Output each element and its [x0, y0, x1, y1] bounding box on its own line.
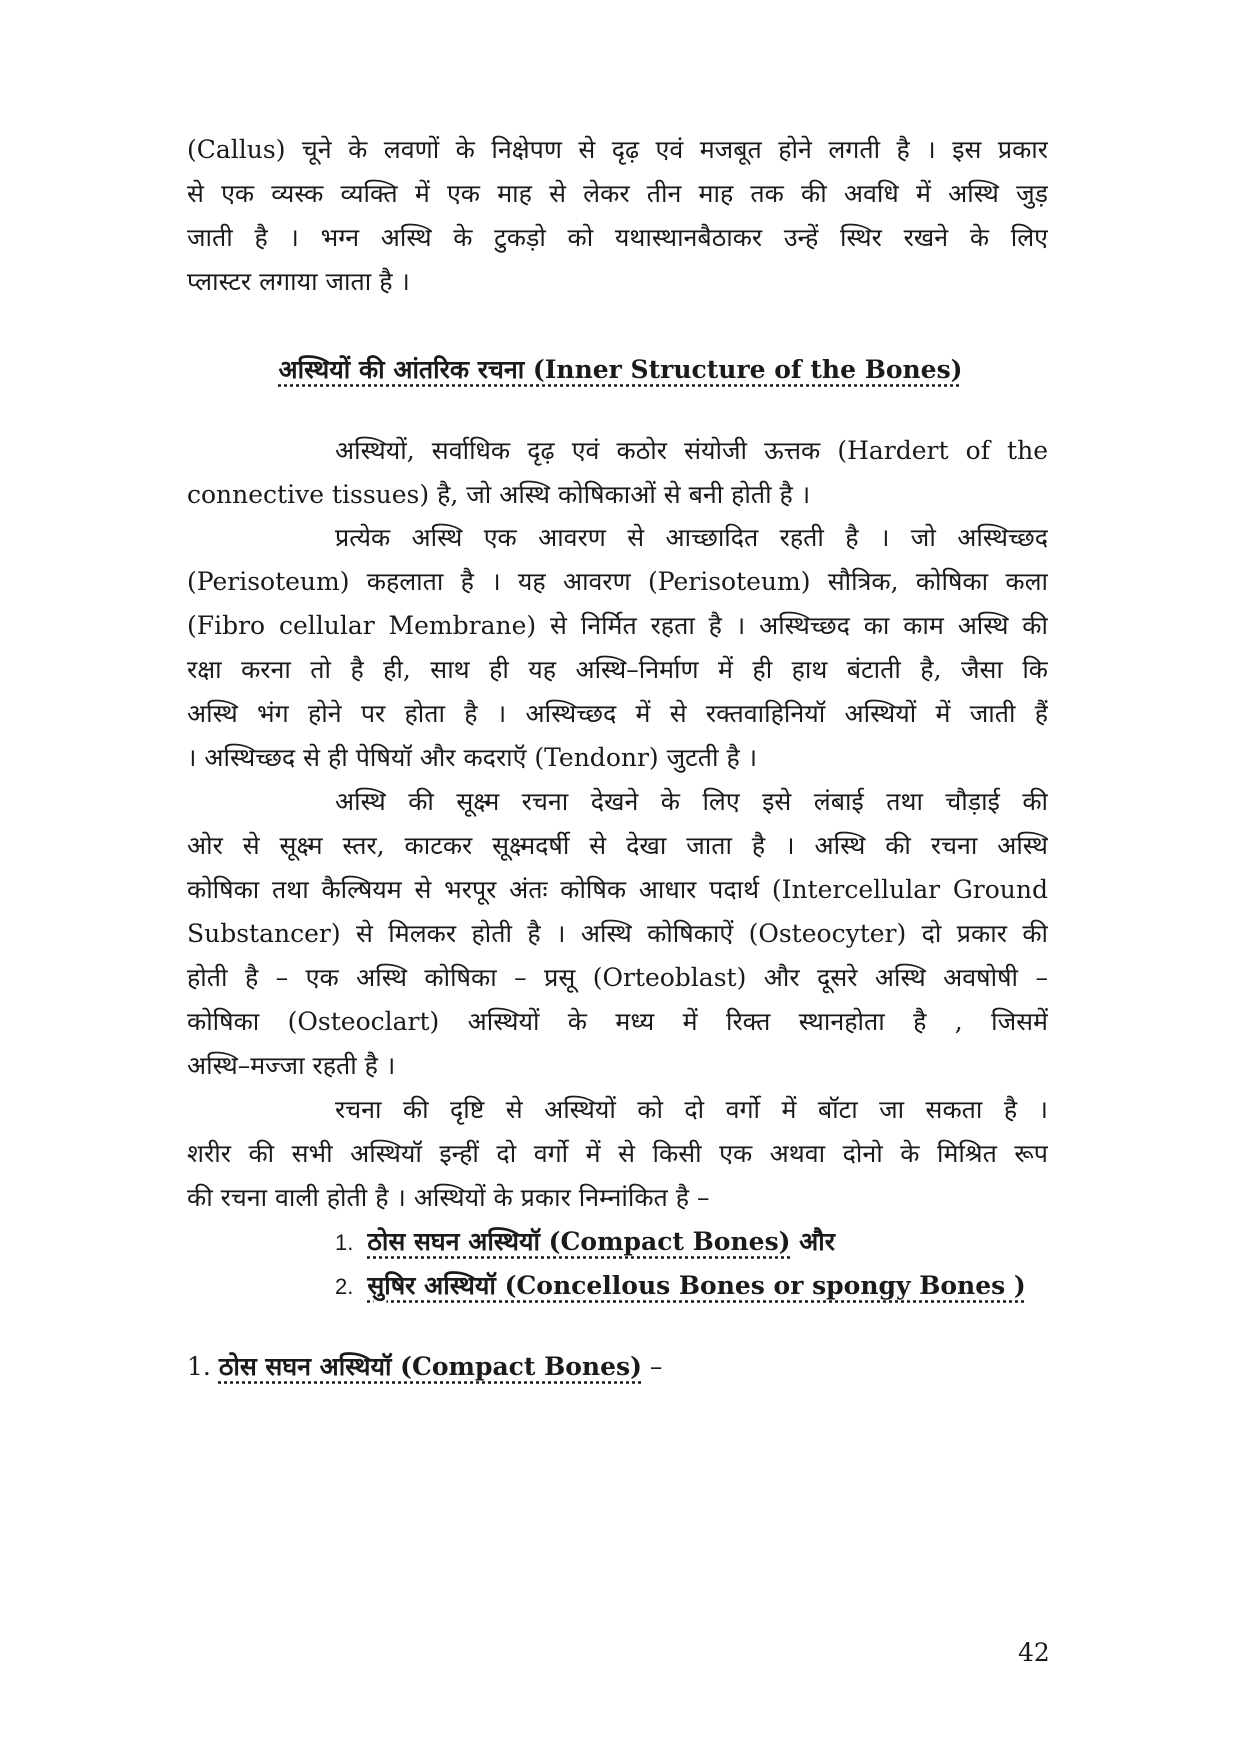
- list-item-title: सुषिर अस्थियॉ (Concellous Bones or spongy Bones ): [367, 1271, 1026, 1300]
- text-line: शरीर की सभी अस्थियॉ इन्हीं दो वर्गो में से किसी एक अथवा दोनो के मिश्रित रूप: [187, 1139, 1048, 1168]
- text-line: प्लास्टर लगाया जाता है ।: [187, 267, 410, 296]
- list-item-suffix: और: [790, 1227, 835, 1256]
- list-item: [335, 1224, 835, 1261]
- list-item-number: 2.: [335, 1274, 354, 1299]
- section-heading: [0, 352, 1241, 388]
- text-line: connective tissues) है, जो अस्थि कोषिकाओं से बनी होती है ।: [187, 480, 811, 509]
- subheading-number: 1.: [187, 1352, 211, 1381]
- text-line: से एक व्यस्क व्यक्ति में एक माह से लेकर तीन माह तक की अवधि में अस्थि जुड़: [187, 179, 1048, 208]
- text-line: (Perisoteum) कहलाता है । यह आवरण (Perisoteum) सौत्रिक, कोषिका कला: [187, 567, 1048, 596]
- text-line: Substancer) से मिलकर होती है । अस्थि कोषिकाऐं (Osteocyter) दो प्रकार की: [187, 919, 1048, 948]
- text-line: अस्थियों, सर्वाधिक दृढ़ एवं कठोर संयोजी ऊत्तक (Hardert of the: [335, 436, 1048, 465]
- text-line: जाती है । भग्न अस्थि के टुकड़ो को यथास्थानबैठाकर उन्हें स्थिर रखने के लिए: [187, 223, 1048, 252]
- text-line: अस्थि की सूक्ष्म रचना देखने के लिए इसे लंबाई तथा चौड़ाई की: [335, 787, 1048, 816]
- text-line: कोषिका (Osteoclart) अस्थियों के मध्य में रिक्त स्थानहोता है , जिसमें: [187, 1007, 1048, 1036]
- list-item-title: ठोस सघन अस्थियॉ (Compact Bones): [367, 1227, 791, 1256]
- page-number: 42: [1018, 1638, 1050, 1667]
- text-line: रक्षा करना तो है ही, साथ ही यह अस्थि–निर्माण में ही हाथ बंटाती है, जैसा कि: [187, 655, 1048, 684]
- subheading-title: ठोस सघन अस्थियॉ (Compact Bones): [218, 1352, 642, 1381]
- text-line: होती है – एक अस्थि कोषिका – प्रसू (Orteoblast) और दूसरे अस्थि अवषोषी –: [187, 963, 1048, 992]
- text-line: (Callus) चूने के लवणों के निक्षेपण से दृढ़ एवं मजबूत होने लगती है । इस प्रकार: [187, 135, 1048, 164]
- text-line: अस्थि–मज्जा रहती है ।: [187, 1051, 396, 1080]
- text-line: की रचना वाली होती है । अस्थियों के प्रकार निम्नांकित है –: [187, 1183, 710, 1212]
- list-item-number: 1.: [335, 1230, 354, 1255]
- text-line: प्रत्येक अस्थि एक आवरण से आच्छादित रहती है । जो अस्थिच्छद: [335, 523, 1048, 552]
- text-line: कोषिका तथा कैल्षियम से भरपूर अंतः कोषिक आधार पदार्थ (Intercellular Ground: [187, 875, 1048, 904]
- text-line: अस्थि भंग होने पर होता है । अस्थिच्छद में से रक्तवाहिनियॉ अस्थियों में जाती हैं: [187, 699, 1048, 728]
- text-line: (Fibro cellular Membrane) से निर्मित रहता है । अस्थिच्छद का काम अस्थि की: [187, 611, 1048, 640]
- section-heading-text: अस्थियों की आंतरिक रचना (Inner Structure of the Bones): [278, 355, 963, 384]
- text-line: ओर से सूक्ष्म स्तर, काटकर सूक्ष्मदर्षी से देखा जाता है । अस्थि की रचना अस्थि: [187, 831, 1048, 860]
- text-line: रचना की दृष्टि से अस्थियों को दो वर्गो में बॉटा जा सकता है ।: [335, 1095, 1048, 1124]
- text-line: । अस्थिच्छद से ही पेषियॉ और कदराऍ (Tendonr) जुटती है ।: [187, 743, 758, 772]
- subheading: [187, 1349, 662, 1385]
- list-item: [335, 1268, 1026, 1305]
- subheading-suffix: –: [641, 1352, 663, 1381]
